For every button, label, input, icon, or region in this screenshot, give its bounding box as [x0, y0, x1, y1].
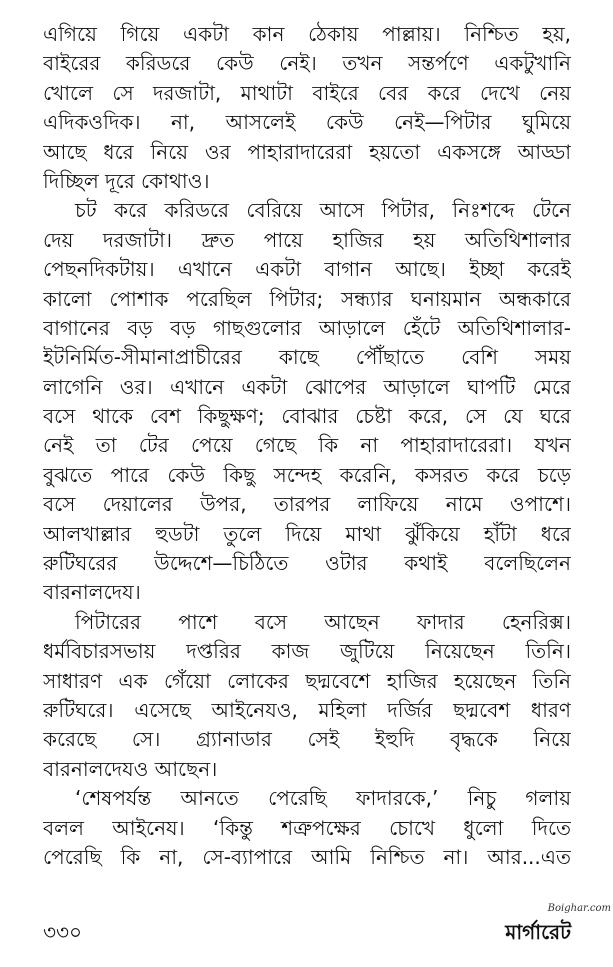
text-line: দিচ্ছিল দূরে কোথাও। — [43, 168, 210, 193]
text-line: এগিয়ে গিয়ে একটা কান ঠেকায় পাল্লায়। নিশ্চিত হয়, — [43, 22, 571, 46]
text-line: আলখাল্লার হুডটা তুলে দিয়ে মাথা ঝুঁকিয়ে হাঁটা ধরে — [43, 521, 571, 546]
text-line: বসে দেয়ালের উপর, তারপর লাফিয়ে নামে ওপাশে। — [43, 492, 571, 517]
text-line: লাগেনি ওর। এখানে একটা ঝোপের আড়ালে ঘাপটি মেরে — [43, 374, 571, 399]
watermark: Boighar.com — [547, 903, 611, 914]
text-line: এদিকওদিক। না, আসলেই কেউ নেই—পিটার ঘুমিয়ে — [43, 110, 571, 135]
text-line: বসে থাকে বেশ কিছুক্ষণ; বোঝার চেষ্টা করে, সে যে ঘরে — [43, 404, 571, 429]
text-line: বাইরের করিডরে কেউ নেই। তখন সন্তর্পণে একটুখানি — [43, 51, 571, 76]
text-line: পিটারের পাশে বসে আছেন ফাদার হেনরিক্স। — [75, 609, 571, 634]
text-line: বারনালদেযও আছেন। — [43, 756, 218, 781]
text-line: সাধারণ এক গেঁয়ো লোকের ছদ্মবেশে হাজির হয়েছেন তিনি — [43, 668, 571, 693]
text-line: ‘শেষপর্যন্ত আনতে পেরেছি ফাদারকে,’ নিচু গলায় — [75, 786, 571, 811]
text-line: খোলে সে দরজাটা, মাথাটা বাইরে বের করে দেখে নেয় — [43, 80, 571, 105]
page-number: ৩৩০ — [43, 920, 83, 944]
text-line: পেছনদিকটায়। এখানে একটা বাগান আছে। ইচ্ছা করেই — [43, 257, 571, 282]
text-line: কালো পোশাক পরেছিল পিটার; সন্ধ্যার ঘনায়মান অন্ধকারে — [43, 286, 571, 311]
text-line: দেয় দরজাটা। দ্রুত পায়ে হাজির হয় অতিথিশালার — [43, 227, 571, 252]
text-line: পেরেছি কি না, সে-ব্যাপারে আমি নিশ্চিত না। আর...এত — [43, 844, 571, 869]
text-line: করেছে সে। গ্র্যানাডার সেই ইহুদি বৃদ্ধকে নিয়ে — [43, 727, 571, 752]
page-footer — [43, 918, 571, 946]
text-line: বুঝতে পারে কেউ কিছু সন্দেহ করেনি, কসরত করে চড়ে — [43, 462, 571, 487]
text-line: বারনালদেয। — [43, 580, 141, 605]
text-line: ধর্মবিচারসভায় দপ্তরির কাজ জুটিয়ে নিয়েছেন তিনি। — [43, 639, 571, 664]
body-text — [43, 20, 571, 872]
text-line: নেই তা টের পেয়ে গেছে কি না পাহারাদারেরা। যখন — [43, 433, 571, 458]
running-title: মার্গারেট — [505, 920, 571, 944]
text-line: চট করে করিডরে বেরিয়ে আসে পিটার, নিঃশব্দে টেনে — [75, 198, 571, 223]
text-line: বাগানের বড় বড় গাছগুলোর আড়ালে হেঁটে অতিথিশালার- — [43, 315, 571, 340]
text-line: রুটিঘরের উদ্দেশে—চিঠিতে ওটার কথাই বলেছিলেন — [43, 551, 571, 576]
text-line: ইটনির্মিত-সীমানাপ্রাচীরের কাছে পৌঁছাতে বেশি সময় — [43, 345, 571, 370]
text-line: আছে ধরে নিয়ে ওর পাহারাদারেরা হয়তো একসঙ্গে আড্ডা — [43, 139, 571, 164]
text-line: রুটিঘরে। এসেছে আইনেযও, মহিলা দর্জির ছদ্মবেশ ধারণ — [43, 697, 571, 722]
text-line: বলল আইনেয। ‘কিন্তু শত্রুপক্ষের চোখে ধুলো দিতে — [43, 815, 571, 840]
